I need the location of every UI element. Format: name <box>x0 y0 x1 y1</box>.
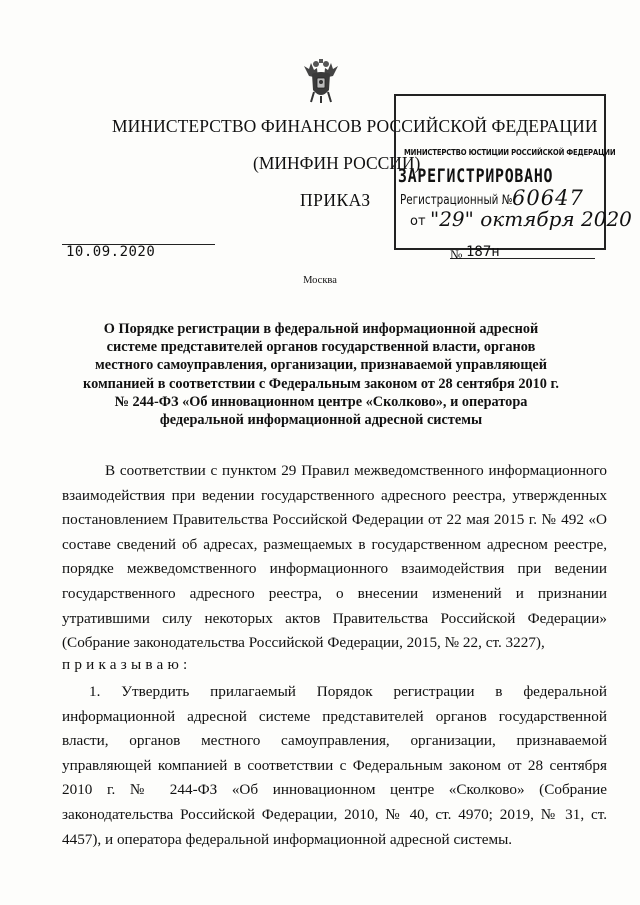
stamp-number-label: Регистрационный № <box>400 193 513 208</box>
number-sign: № <box>450 247 463 262</box>
stamp-top-border <box>394 94 604 96</box>
stamp-date-label: от <box>410 214 426 229</box>
body-paragraph-item-1: 1. Утвердить прилагаемый Порядок регистрации в федеральной информационной адресной системе представителей органов государственной власти, органов местного самоуправления, организации, признаваемой управляющей компанией в соответствии с Федеральным законом от 28 сентября 2010 г. № 244-ФЗ «Об инновационном центре «Сколково» (Собрание законодательства Российской Федерации, 2010, № 40, ст. 4970; 2019, № 31, ст. 4457), и оператора федеральной информационной адресной системы. <box>62 683 607 848</box>
document-type: ПРИКАЗ <box>300 190 371 210</box>
city: Москва <box>303 275 337 286</box>
order-word: приказываю: <box>62 656 192 673</box>
stamp-registered: ЗАРЕГИСТРИРОВАНО <box>398 165 554 187</box>
body-paragraph: В соответствии с пунктом 29 Правил межведомственного информационного взаимодействия при ведении государственного адресного реестра, утвержденных постановлением Правительства Российской Федерации от 22 мая 2015 г. № 492 «О составе сведений об адресах, размещаемых в государственном адресном реестре, порядке межведомственного информационного взаимодействия при ведении государственного адресного реестра, о внесении изменений и признании утратившими силу некоторых актов Правительства Российской Федерации» (Собрание законодательства Российской Федерации, 2015, № 22, ст. 3227), <box>62 462 607 652</box>
stamp-ministry: МИНИСТЕРСТВО ЮСТИЦИИ РОССИЙСКОЙ ФЕДЕРАЦИИ <box>404 148 616 157</box>
document-title: О Порядке регистрации в федеральной информационной адресной системе представителей органов государственной власти, органов местного самоуправления, организации, признаваемой управляющей компанией в соответствии с Федеральным законом от 28 сентября 2010 г. № 244-ФЗ «Об инновационном центре «Сколково», и оператора федеральной информационной адресной системы <box>83 321 559 429</box>
stamp-date: "29" октября 2020 <box>430 207 632 231</box>
order-number: 187н <box>466 244 500 260</box>
ministry-name: МИНИСТЕРСТВО ФИНАНСОВ РОССИЙСКОЙ ФЕДЕРАЦИИ <box>112 116 598 136</box>
ministry-short-name: (МИНФИН РОССИИ) <box>253 153 421 173</box>
russian-coat-of-arms-icon <box>302 58 340 104</box>
order-date: 10.09.2020 <box>66 244 156 260</box>
stamp-number: 60647 <box>512 186 584 210</box>
